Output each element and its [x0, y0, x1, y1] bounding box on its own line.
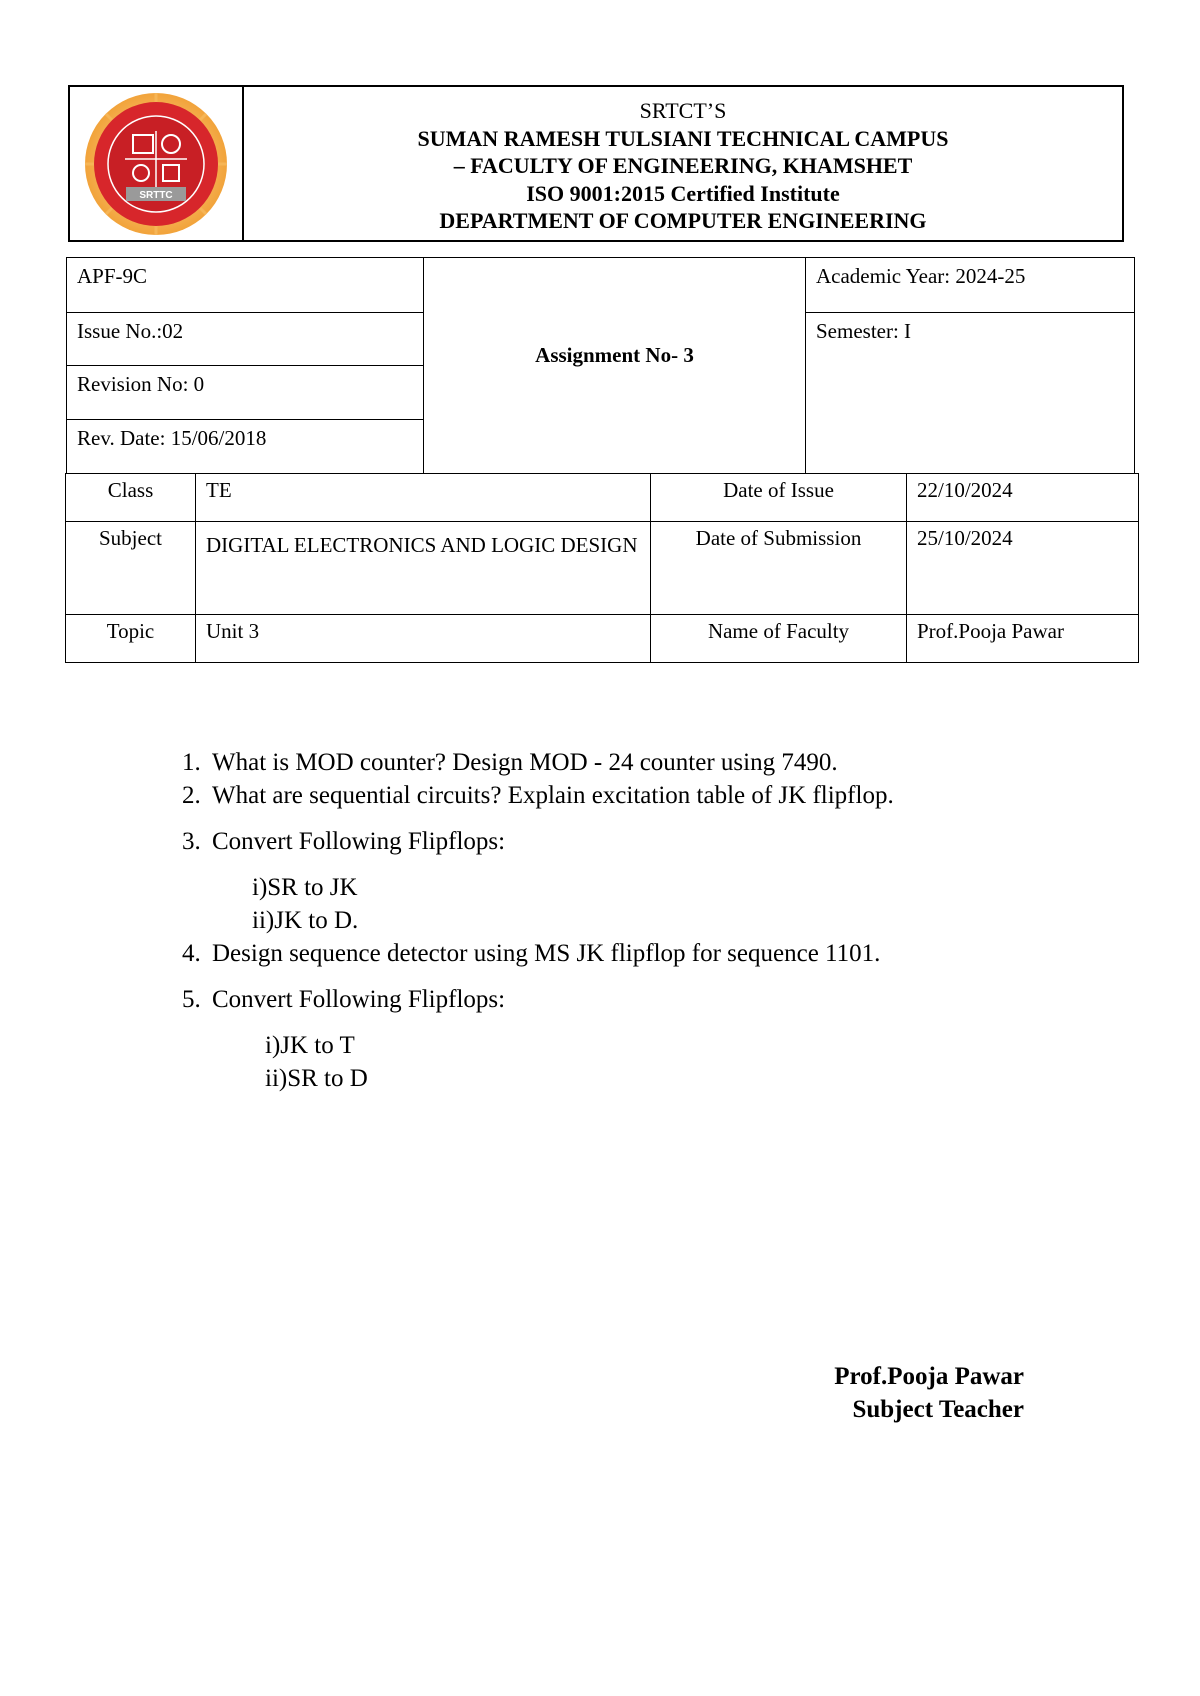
institute-logo [83, 91, 229, 237]
question-number: 1. [182, 749, 201, 776]
question-text: What is MOD counter? Design MOD - 24 counter using 7490. [212, 749, 838, 776]
assignment-title: Assignment No- 3 [424, 258, 806, 474]
question-item [182, 779, 894, 812]
class-label: Class [66, 474, 196, 522]
question-item [182, 825, 894, 858]
semester: Semester: I [806, 313, 1135, 474]
signature-name: Prof.Pooja Pawar [834, 1363, 1024, 1390]
institute-title-block [244, 87, 1122, 240]
logo-text: SRTTC [139, 189, 173, 201]
signature-role: Subject Teacher [852, 1396, 1024, 1423]
question-text: Design sequence detector using MS JK flipflop for sequence 1101. [212, 940, 881, 967]
topic-label: Topic [66, 615, 196, 663]
question-list [182, 746, 894, 1095]
date-of-submission-label: Date of Submission [651, 522, 907, 615]
academic-year: Academic Year: 2024-25 [806, 258, 1135, 313]
question-text: Convert Following Flipflops: [212, 986, 506, 1013]
date-of-submission-value: 25/10/2024 [907, 522, 1139, 615]
form-code: APF-9C [67, 258, 424, 313]
date-of-issue-value: 22/10/2024 [907, 474, 1139, 522]
subject-value: DIGITAL ELECTRONICS AND LOGIC DESIGN [196, 522, 651, 615]
sub-question: i)SR to JK [252, 874, 358, 901]
question-number: 4. [182, 940, 201, 967]
date-of-issue-label: Date of Issue [651, 474, 907, 522]
question-item [182, 937, 894, 970]
sub-question: i)JK to T [265, 1032, 355, 1059]
assignment-info-table [65, 473, 1139, 663]
rev-date: Rev. Date: 15/06/2018 [67, 420, 424, 474]
institute-faculty: – FACULTY OF ENGINEERING, KHAMSHET [453, 153, 913, 178]
question-item [182, 983, 894, 1016]
class-value: TE [196, 474, 651, 522]
issue-no: Issue No.:02 [67, 313, 424, 366]
faculty-label: Name of Faculty [651, 615, 907, 663]
institute-certification: ISO 9001:2015 Certified Institute [526, 180, 840, 206]
faculty-value: Prof.Pooja Pawar [907, 615, 1139, 663]
question-number: 5. [182, 986, 201, 1013]
institute-name: SUMAN RAMESH TULSIANI TECHNICAL CAMPUS [417, 125, 949, 151]
institute-header [68, 85, 1124, 242]
revision-no: Revision No: 0 [67, 366, 424, 420]
sub-question: ii)SR to D [265, 1065, 368, 1092]
question-number: 2. [182, 782, 201, 809]
document-meta-table [66, 257, 1135, 474]
sub-question: ii)JK to D. [252, 907, 359, 934]
topic-value: Unit 3 [196, 615, 651, 663]
logo-cell [70, 87, 244, 240]
question-item [182, 746, 894, 779]
institute-department: DEPARTMENT OF COMPUTER ENGINEERING [439, 208, 927, 233]
question-text: What are sequential circuits? Explain excitation table of JK flipflop. [212, 782, 894, 809]
question-number: 3. [182, 828, 201, 855]
signature-block [780, 1360, 1024, 1426]
institute-line1: SRTCT’S [639, 98, 727, 123]
question-text: Convert Following Flipflops: [212, 828, 506, 855]
subject-label: Subject [66, 522, 196, 615]
